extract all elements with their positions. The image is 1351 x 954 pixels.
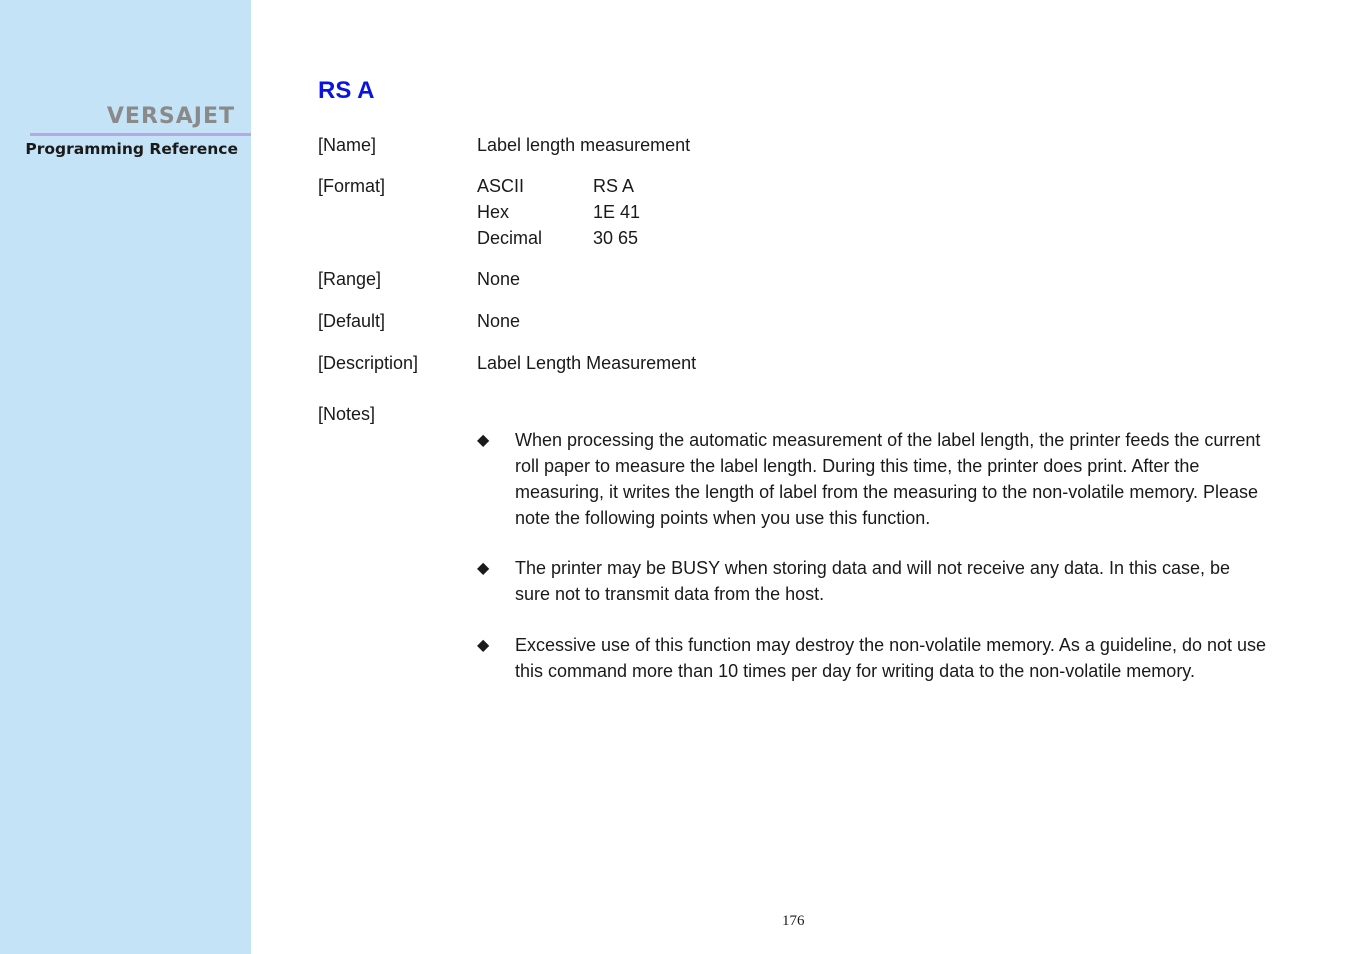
- diamond-bullet-icon: ◆: [477, 635, 490, 654]
- notes-label: [Notes]: [318, 404, 376, 424]
- description-label: [Description]: [318, 353, 419, 373]
- name-value: Label length measurement: [477, 135, 691, 155]
- brand-subtitle: Programming Reference: [25, 140, 238, 158]
- note-item: [477, 632, 1267, 684]
- format-code-decimal: 30 65: [593, 228, 639, 248]
- note-text: The printer may be BUSY when storing data and will not receive any data. In this case, be sure not to transmit data from the host.: [515, 558, 1231, 604]
- note-text: When processing the automatic measurement of the label length, the printer feeds the current roll paper to measure the label length. During this time, the printer does print. After the measuring, it writes the length of label from the measuring to the non-volatile memory. Please note the following points when you use this function.: [515, 430, 1261, 528]
- format-code-hex: 1E 41: [593, 202, 641, 222]
- brand-logo: VERSAJET: [106, 104, 235, 129]
- note-item: [477, 427, 1267, 531]
- format-kind-ascii: ASCII: [477, 176, 525, 196]
- note-item: [477, 555, 1267, 607]
- page-number: 176: [782, 913, 805, 929]
- page-title: RS A: [318, 77, 375, 104]
- description-value: Label Length Measurement: [477, 353, 697, 373]
- brand-divider: [30, 133, 251, 136]
- format-kind-decimal: Decimal: [477, 228, 543, 248]
- name-label: [Name]: [318, 135, 377, 155]
- diamond-bullet-icon: ◆: [477, 430, 490, 449]
- format-kind-hex: Hex: [477, 202, 510, 222]
- range-value: None: [477, 269, 521, 289]
- format-label: [Format]: [318, 176, 386, 196]
- default-value: None: [477, 311, 521, 331]
- diamond-bullet-icon: ◆: [477, 558, 490, 577]
- range-label: [Range]: [318, 269, 382, 289]
- default-label: [Default]: [318, 311, 386, 331]
- sidebar: [0, 0, 251, 954]
- format-code-ascii: RS A: [593, 176, 635, 196]
- note-text: Excessive use of this function may destroy the non-volatile memory. As a guideline, do not use this command more than 10 times per day for writing data to the non-volatile memory.: [515, 635, 1267, 681]
